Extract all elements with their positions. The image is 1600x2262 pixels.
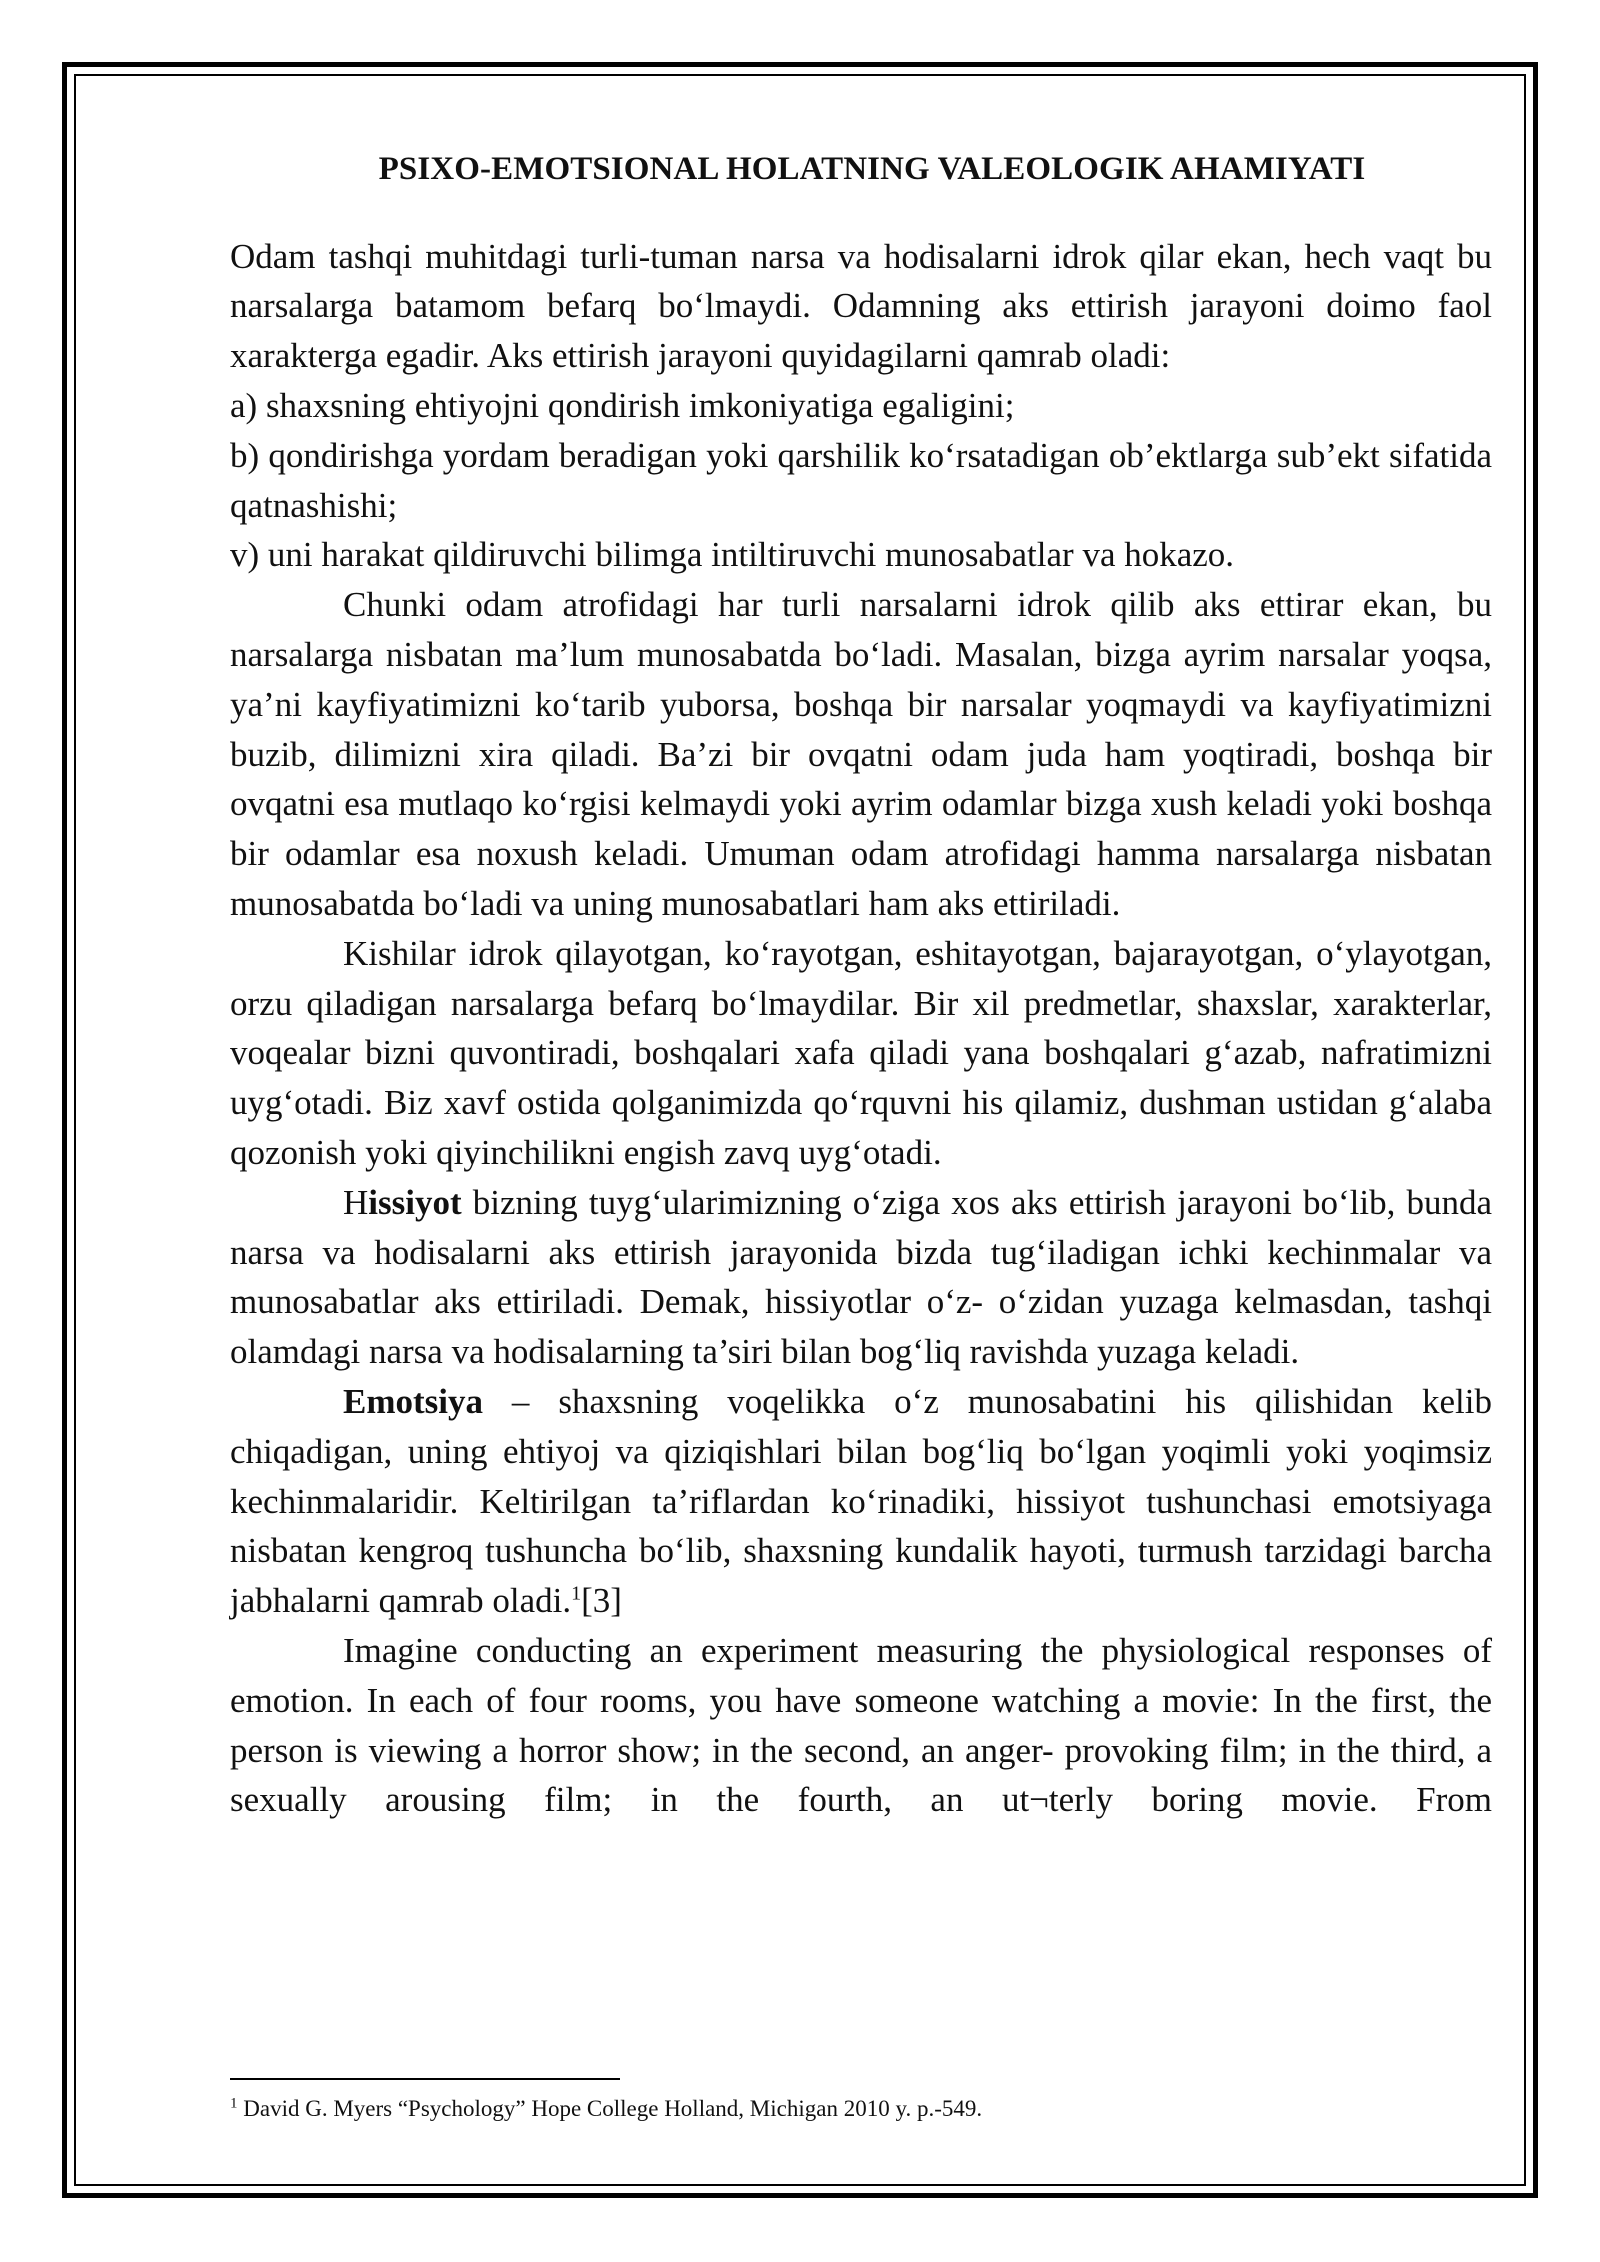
footnote-reference[interactable]: 1 bbox=[571, 1582, 582, 1605]
hissiyot-term-initial: H bbox=[343, 1182, 369, 1222]
list-item-a: a) shaxsning ehtiyojni qondirish imkoniyatiga egaligini; bbox=[230, 385, 1015, 425]
hissiyot-definition: bizning tuyg‘ularimizning o‘ziga xos aks ettirish jarayoni bo‘lib, bunda narsa va hodisalarni aks ettirish jarayonida bizda tug‘iladigan ichki kechinmalar va munosabatlar aks ettiriladi. Demak, hissiyotlar o‘z- o‘zidan yuzaga kelmasdan, tashqi olamdagi narsa va hodisalarning ta’siri bilan bog‘liq ravishda yuzaga keladi. bbox=[230, 1182, 1492, 1372]
list-item-b: b) qondirishga yordam beradigan yoki qarshilik ko‘rsatadigan ob’ektlarga sub’ekt sifatida qatnashishi; bbox=[230, 435, 1492, 525]
document-title: PSIXO-EMOTSIONAL HOLATNING VALEOLOGIK AHAMIYATI bbox=[378, 151, 1366, 187]
document-body bbox=[230, 150, 1492, 1825]
footnote-number: 1 bbox=[230, 2095, 238, 2112]
footnote-separator bbox=[230, 2078, 620, 2080]
citation-reference: [3] bbox=[581, 1581, 622, 1621]
emotsiya-term: Emotsiya bbox=[343, 1381, 483, 1421]
paragraph-attitude: Chunki odam atrofidagi har turli narsalarni idrok qilib aks ettirar ekan, bu narsalarga nisbatan ma’lum munosabatda bo‘ladi. Masalan, bizga ayrim narsalar yoqsa, ya’ni kayfiyatimizni ko‘tarib yuborsa, boshqa bir narsalar yoqmaydi va kayfiyatimizni buzib, dilimizni xira qiladi. Ba’zi bir ovqatni odam juda ham yoqtiradi, boshqa bir ovqatni esa mutlaqo ko‘rgisi kelmaydi yoki ayrim odamlar bizga xush keladi yoki boshqa bir odamlar esa noxush keladi. Umuman odam atrofidagi hamma narsalarga nisbatan munosabatda bo‘ladi va uning munosabatlari ham aks ettiriladi. bbox=[230, 585, 1492, 923]
footnote-text: David G. Myers “Psychology” Hope College Holland, Michigan 2010 y. p.-549. bbox=[237, 2096, 983, 2121]
list-item-v: v) uni harakat qildiruvchi bilimga intiltiruvchi munosabatlar va hokazo. bbox=[230, 535, 1235, 575]
paragraph-intro: Odam tashqi muhitdagi turli-tuman narsa va hodisalarni idrok qilar ekan, hech vaqt bu narsalarga batamom befarq bo‘lmaydi. Odamning aks ettirish jarayoni doimo faol xarakterga egadir. Aks ettirish jarayoni quyidagilarni qamrab oladi: bbox=[230, 236, 1492, 376]
paragraph-emotsiya bbox=[230, 1377, 1492, 1626]
paragraph-experiment: Imagine conducting an experiment measuring the physiological responses of emotion. In each of four rooms, you have someone watching a movie: In the first, the person is viewing a horror show; in the second, an anger- provoking film; in the third, a sexually arousing film; in the fourth, an ut¬terly boring movie. From bbox=[230, 1630, 1492, 1820]
emotsiya-definition: – shaxsning voqelikka o‘z munosabatini his qilishidan kelib chiqadigan, uning ehtiyoj va qiziqishlari bilan bog‘liq bo‘lgan yoqimli yoki yoqimsiz kechinmalaridir. Keltirilgan ta’riflardan ko‘rinadiki, hissiyot tushunchasi emotsiyaga nisbatan kengroq tushuncha bo‘lib, shaxsning kundalik hayoti, turmush tarzidagi barcha jabhalarni qamrab oladi. bbox=[230, 1381, 1492, 1621]
footnote bbox=[230, 2094, 982, 2124]
paragraph-hissiyot bbox=[230, 1178, 1492, 1377]
hissiyot-term-bold: issiyot bbox=[368, 1182, 462, 1222]
paragraph-perception: Kishilar idrok qilayotgan, ko‘rayotgan, eshitayotgan, bajarayotgan, o‘ylayotgan, orzu qiladigan narsalarga befarq bo‘lmaydilar. Bir xil predmetlar, shaxslar, xarakterlar, voqealar bizni quvontiradi, boshqalari xafa qiladi yana boshqalari g‘azab, nafratimizni uyg‘otadi. Biz xavf ostida qolganimizda qo‘rquvni his qilamiz, dushman ustidan g‘alaba qozonish yoki qiyinchilikni engish zavq uyg‘otadi. bbox=[230, 933, 1492, 1172]
